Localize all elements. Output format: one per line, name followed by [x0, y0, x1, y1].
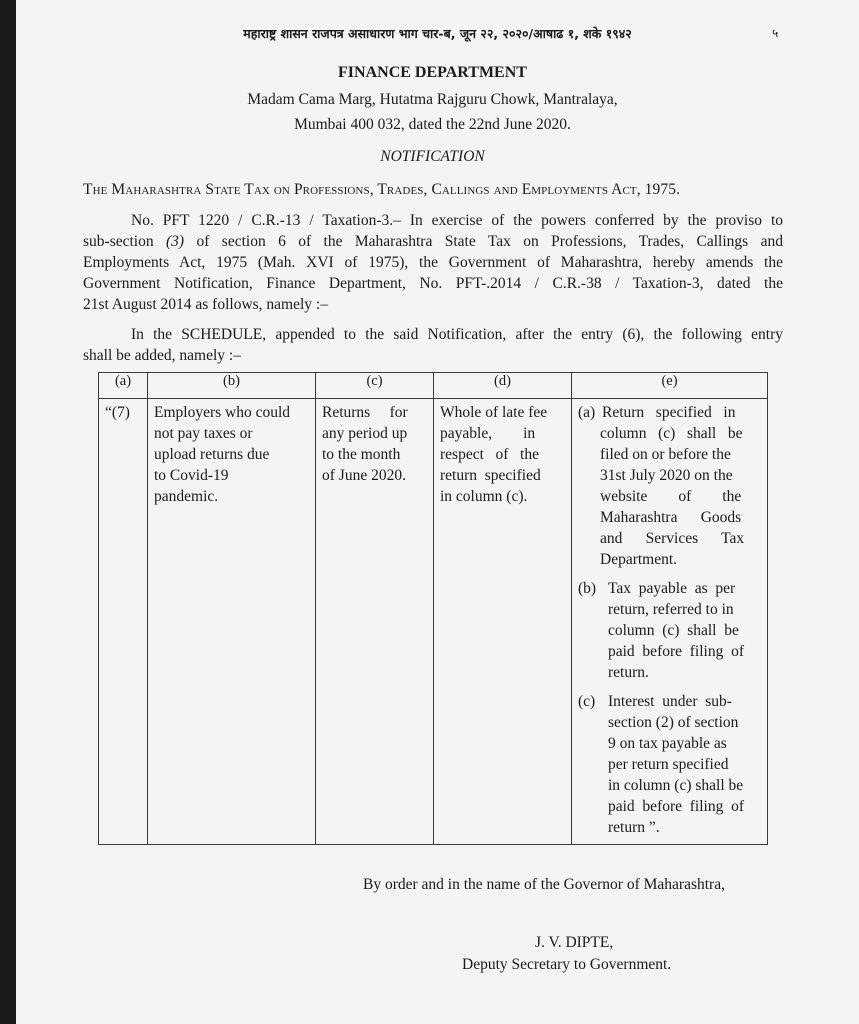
- table-row: [99, 399, 768, 845]
- employer-description-cell: Employers who could not pay taxes or upload returns due to Covid-19 pandemic.: [148, 399, 316, 845]
- column-header-b: (b): [148, 373, 316, 399]
- signatory-title: Deputy Secretary to Government.: [462, 956, 672, 973]
- paragraph-line: 21st August 2014 as follows, namely :–: [83, 296, 328, 313]
- document-page: [16, 0, 859, 1024]
- paragraph-line: shall be added, namely :–: [83, 347, 241, 364]
- conditions-cell: (a) Return specified in column (c) shall be filed on or before the 31st July 2020 on the website of the Maharashtra Goods and Services Tax Department. (b) Tax payable as per return, referred to in column (c) shall be paid before filing of return. (c) Interest under sub- section (2) of section 9 on tax payable as per return specified in column (c) shall be paid before filing of return ”.: [572, 399, 768, 845]
- department-title: FINANCE DEPARTMENT: [338, 64, 527, 81]
- gazette-header: महाराष्ट्र शासन राजपत्र असाधारण भाग चार-ब, जून २२, २०२०/आषाढ १, शके १९४२: [243, 26, 632, 41]
- condition-c: (c) Interest under sub- section (2) of section 9 on tax payable as per return specified in column (c) shall be paid before filing of return ”.: [578, 693, 745, 836]
- late-fee-cell: Whole of late fee payable, in respect of the return specified in column (c).: [434, 399, 572, 845]
- paragraph-line: Government Notification, Finance Department, No. PFT-.2014 / C.R.-38 / Taxation-3, dated the: [83, 275, 783, 292]
- notification-label: NOTIFICATION: [380, 148, 485, 165]
- table-header-row: [99, 373, 768, 399]
- paragraph-schedule-intro: [83, 324, 783, 366]
- entry-number-cell: “(7): [99, 399, 148, 845]
- page-number: ५: [772, 26, 779, 40]
- condition-a: (a) Return specified in: [578, 404, 736, 421]
- paragraph-line: Employments Act, 1975 (Mah. XVI of 1975), the Government of Maharashtra, hereby amends the: [83, 254, 783, 271]
- column-header-c: (c): [316, 373, 434, 399]
- address-line-1: Madam Cama Marg, Hutatma Rajguru Chowk, Mantralaya,: [247, 91, 618, 108]
- column-header-d: (d): [434, 373, 572, 399]
- paragraph-line: In the SCHEDULE, appended to the said Notification, after the entry (6), the following entry: [131, 326, 783, 343]
- paragraph-line: sub-section (3) of section 6 of the Maharashtra State Tax on Professions, Trades, Callings and: [83, 233, 783, 250]
- signatory-name: J. V. DIPTE,: [535, 934, 614, 951]
- condition-b: (b) Tax payable as per return, referred to in column (c) shall be paid before filing of return.: [578, 580, 745, 681]
- return-period-cell: Returns for any period up to the month of June 2020.: [316, 399, 434, 845]
- schedule-table: [98, 372, 768, 845]
- column-header-e: (e): [572, 373, 768, 399]
- paragraph-line: No. PFT 1220 / C.R.-13 / Taxation-3.– In exercise of the powers conferred by the proviso to: [131, 212, 783, 229]
- column-header-a: (a): [99, 373, 148, 399]
- paragraph-amendment: [83, 210, 783, 315]
- act-title: The Maharashtra State Tax on Professions, Trades, Callings and Employments Act, 1975.: [83, 181, 681, 198]
- order-line: By order and in the name of the Governor of Maharashtra,: [363, 876, 725, 893]
- address-line-2: Mumbai 400 032, dated the 22nd June 2020.: [294, 116, 571, 133]
